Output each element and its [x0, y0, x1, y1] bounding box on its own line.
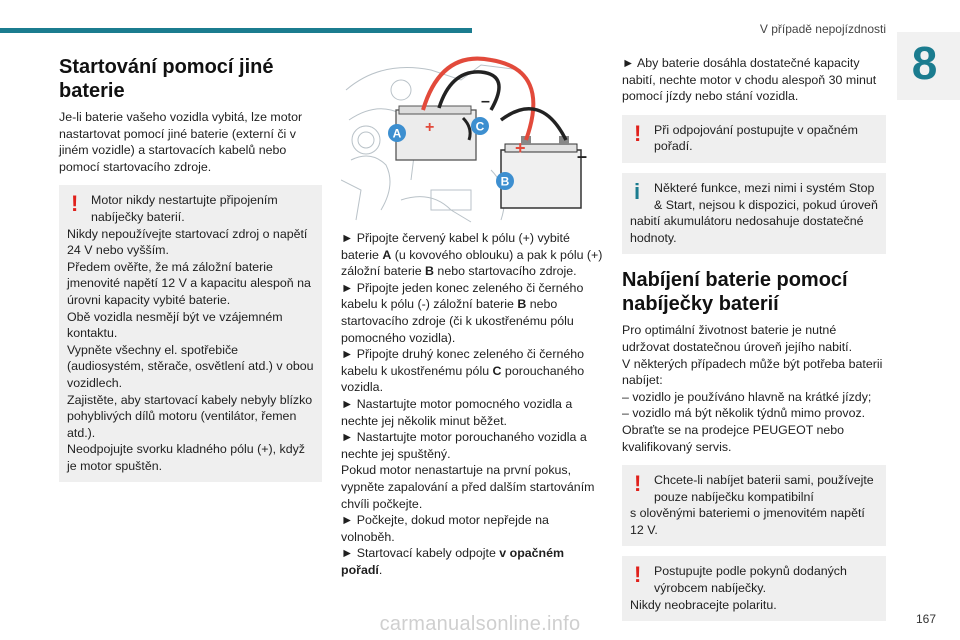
warning-box-charger: ! Chcete-li nabíjet baterii sami, používejte pouze nabíječku kompatibilní s olověnými bateriemi o jmenovitém napětí 12 V.: [622, 465, 886, 546]
column-middle: [341, 230, 605, 578]
warning-box-jump-start: [59, 185, 322, 482]
label-b: B: [500, 174, 510, 189]
intro-paragraph: Je-li baterie vašeho vozidla vybitá, lze motor nastartovat pomocí jiné baterie (externí či v jiném vozidle) a startovacích kabelů nebo pomocí startovacího zdroje.: [59, 110, 303, 174]
warning-icon: !: [634, 471, 642, 497]
step-4: ► Nastartujte motor pomocného vozidla a nechte jej několik minut běžet.: [341, 396, 573, 428]
heading-charging: Nabíjení baterie pomocí nabíječky baterií: [622, 269, 848, 316]
section-title: V případě nepojízdnosti: [759, 22, 886, 36]
step-3: ► Připojte druhý konec zeleného či černého kabelu k ukostřenému pólu C porouchaného vozidla.: [341, 347, 585, 395]
minus-sign-top: –: [481, 93, 490, 110]
warning-line: Obě vozidla nesmějí být ve vzájemném kontaktu.: [67, 309, 283, 341]
warning-box-polarity: ! Postupujte podle pokynů dodaných výrobcem nabíječky. Nikdy neobracejte polaritu.: [622, 556, 886, 621]
warning-first-line: Motor nikdy nestartujte připojením nabíječky baterií.: [91, 193, 278, 224]
warning-line: Neodpojujte svorku kladného pólu (+), když je motor spuštěn.: [67, 442, 305, 473]
warning-line: Vypněte všechny el. spotřebiče (audiosystém, stěrače, osvětlení atd.) v obou vozidlech.: [67, 342, 314, 390]
battery-a: [396, 106, 476, 160]
warning-box-disconnect: ! Při odpojování postupujte v opačném pořadí.: [622, 115, 886, 163]
page-number: 167: [915, 612, 936, 626]
step-note: Pokud motor nenastartuje na první pokus, vypněte zapalování a před dalším startováním chvíli počkejte.: [341, 463, 595, 511]
info-icon: i: [634, 178, 641, 204]
warning-line: Předem ověřte, že má záložní baterie jmenovité napětí 12 V a kapacitu alespoň na úrovni kapacity vybité baterie.: [67, 259, 311, 307]
plus-sign-a: +: [425, 119, 435, 136]
chapter-tab: [897, 32, 960, 100]
heading-jump-start: Startování pomocí jiné baterie: [59, 56, 274, 102]
step-2: ► Připojte jeden konec zeleného či černého kabelu k pólu (-) záložní baterie B nebo startovacího zdroje (či k ukostřenému pólu pomocného vozidla).: [341, 280, 584, 345]
battery-b: [501, 136, 581, 208]
step-1: ► Připojte červený kabel k pólu (+) vybité baterie A (u kovového oblouku) a pak k pólu (+) záložní baterie B nebo startovacího zdroje.: [341, 231, 603, 279]
warning-icon: !: [634, 562, 642, 588]
step-5: ► Nastartujte motor porouchaného vozidla a nechte jej spuštěný.: [341, 430, 587, 461]
warning-icon: !: [634, 120, 642, 146]
minus-sign-b: –: [577, 146, 588, 166]
warning-line: Zajistěte, aby startovací kabely nebyly blízko pohyblivých dílů motoru (ventilátor, řemen atd.).: [67, 392, 313, 440]
info-box-stop-start: i Některé funkce, mezi nimi i systém Stop & Start, nejsou k dispozici, pokud úroveň nabití akumulátoru nedosahuje dostatečné hodnoty.: [622, 173, 886, 254]
step-8: ► Startovací kabely odpojte v opačném pořadí.: [341, 546, 565, 577]
column-right: ► Aby baterie dosáhla dostatečné kapacity nabití, nechte motor v chodu alespoň 30 minut pomocí jízdy nebo stání vozidla. ! Při odpojování postupujte v opačném pořadí. i Některé funkce, mezi nimi i systém Stop & Start, nejsou k dispozici, pokud úroveň nabití akumulátoru nedosahuje dostatečné hodnoty. Nabíjení baterie pomocí nabíječky baterií Pro optimální životnost baterie je nutné udržovat dostatečnou úroveň jejího nabití. V některých případech může být potřeba baterii nabíjet: – vozidlo je používáno hlavně na krátké jízdy; – vozidlo má být několik týdnů mimo provoz. Obraťte se na prodejce PEUGEOT nebo kvalifikovaný servis. ! Chcete-li nabíjet baterii sami, používejte pouze nabíječku kompatibilní s olověnými bateriemi o jmenovitém napětí 12 V. ! Postupujte podle pokynů dodaných výrobcem nabíječky. Nikdy neobracejte polaritu.: [622, 55, 886, 621]
header-accent-bar: [0, 28, 472, 33]
label-c: C: [475, 119, 485, 134]
warning-icon: !: [71, 191, 79, 217]
jump-start-illustration: [341, 50, 605, 224]
step-7: ► Počkejte, dokud motor nepřejde na volnoběh.: [341, 513, 549, 544]
charge-time-paragraph: ► Aby baterie dosáhla dostatečné kapacity nabití, nechte motor v chodu alespoň 30 minut pomocí jízdy nebo stání vozidla.: [622, 56, 877, 104]
chapter-number: 8: [911, 37, 938, 89]
column-left: [59, 55, 322, 482]
label-a: A: [392, 126, 402, 141]
watermark: carmanualsonline.info: [379, 613, 581, 635]
warning-line: Nikdy nepoužívejte startovací zdroj o napětí 24 V nebo vyšším.: [67, 226, 308, 258]
plus-sign-b: +: [515, 138, 526, 158]
